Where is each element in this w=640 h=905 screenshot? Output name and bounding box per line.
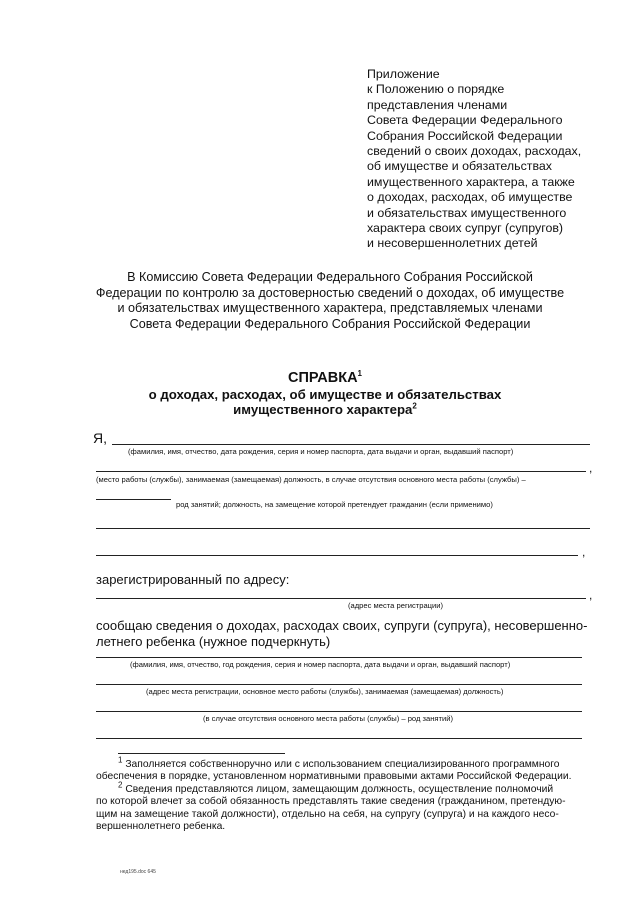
footnote-1-line: $^1$ Заполняется собственноручно или с использованием специализированного программного <box>118 755 560 770</box>
addressee-line: В Комиссию Совета Федерации Федерального Собрания Российской <box>127 270 533 284</box>
appendix-line: представления членами <box>367 97 508 112</box>
footnote-2 <box>96 780 590 834</box>
footnote-2-mark: 2 <box>118 780 123 790</box>
document-title <box>60 370 590 417</box>
fio-caption: (фамилия, имя, отчество, дата рождения, серия и номер паспорта, дата выдачи и орган, выдавший паспорт) <box>128 447 514 456</box>
appendix-line: Приложение <box>367 67 440 81</box>
addressee-line: и обязательствах имущественного характера, представляемых членами <box>117 301 543 316</box>
title-main: СПРАВКА$^1$ <box>287 369 362 386</box>
ya-label: Я, <box>93 430 107 446</box>
report-line-1: сообщаю сведения о доходах, расходах своих, супруги (супруга), несовершенно- <box>96 618 588 633</box>
family-work-caption: (адрес места регистрации, основное место работы (службы), занимаемая (замещаемая) должность) <box>146 687 504 696</box>
footnote-2-line: $^2$ Сведения представляются лицом, замещающим должность, осуществление полномочий <box>118 780 554 795</box>
title-line-2: о доходах, расходах, об имуществе и обязательствах <box>148 387 502 402</box>
footnote-1-mark: 1 <box>118 755 123 765</box>
work-caption: (место работы (службы), занимаемая (замещаемая) должность, в случае отсутствия основного места работы (службы) – <box>96 475 526 484</box>
occupation-caption: род занятий; должность, на замещение которой претендует гражданин (если применимо) <box>176 500 493 509</box>
family-extra-field[interactable] <box>96 738 582 739</box>
address-caption: (адрес места регистрации) <box>348 601 444 610</box>
addressee-line: Федерации по контролю за достоверностью сведений о доходах, об имуществе <box>95 285 565 300</box>
footnote-2-line: вершеннолетнего ребенка. <box>96 821 226 833</box>
file-reference: нед195.doc 645 <box>120 869 156 875</box>
family-fio-caption: (фамилия, имя, отчество, год рождения, серия и номер паспорта, дата выдачи и орган, выдавший паспорт) <box>130 660 511 669</box>
footnote-ref-1: 1 <box>357 369 362 379</box>
work-field-continued[interactable] <box>96 499 171 500</box>
family-occupation-field[interactable] <box>96 711 582 712</box>
occupation-field-2[interactable] <box>96 555 578 556</box>
occupation-field[interactable] <box>96 528 590 529</box>
appendix-line: и обязательствах имущественного <box>367 205 567 220</box>
address-field[interactable] <box>96 598 586 599</box>
comma-mark: , <box>582 545 586 559</box>
work-field[interactable] <box>96 471 586 472</box>
fio-field[interactable] <box>112 444 590 445</box>
appendix-line: о доходах, расходах, об имуществе <box>367 190 573 205</box>
appendix-line: Совета Федерации Федерального <box>367 113 563 128</box>
appendix-header <box>367 67 617 252</box>
appendix-line: имущественного характера, а также <box>367 174 575 189</box>
footnote-2-line: щим на замещение такой должности), отдельно на себя, на супругу (супруга) и на каждого несо- <box>96 808 559 820</box>
appendix-line: и несовершеннолетних детей <box>367 236 538 251</box>
comma-mark: , <box>589 461 593 475</box>
addressee-block <box>70 270 590 332</box>
family-fio-field[interactable] <box>96 657 582 658</box>
appendix-line: характера своих супруг (супругов) <box>367 221 564 236</box>
appendix-line: Собрания Российской Федерации <box>367 128 563 143</box>
family-occupation-caption: (в случае отсутствия основного места работы (службы) – род занятий) <box>203 714 454 723</box>
title-line-3: имущественного характера$^2$ <box>233 401 417 417</box>
comma-mark: , <box>589 588 593 602</box>
appendix-line: сведений о своих доходах, расходах, <box>367 144 582 159</box>
registered-label: зарегистрированный по адресу: <box>96 572 290 587</box>
footnote-ref-2: 2 <box>412 401 417 411</box>
family-work-field[interactable] <box>96 684 582 685</box>
appendix-line: об имуществе и обязательствах <box>367 159 552 174</box>
addressee-line: Совета Федерации Федерального Собрания Российской Федерации <box>129 316 531 331</box>
footnote-1-line: обеспечения в порядке, установленном нормативными правовыми актами Российской Федерации. <box>96 771 572 783</box>
report-line-2: летнего ребенка (нужное подчеркнуть) <box>96 634 331 649</box>
footnote-separator <box>118 753 285 754</box>
appendix-line: к Положению о порядке <box>367 82 505 97</box>
footnote-2-line: по которой влечет за собой обязанность представлять такие сведения (гражданином, претендую- <box>96 796 566 808</box>
footnote-1 <box>96 755 590 784</box>
